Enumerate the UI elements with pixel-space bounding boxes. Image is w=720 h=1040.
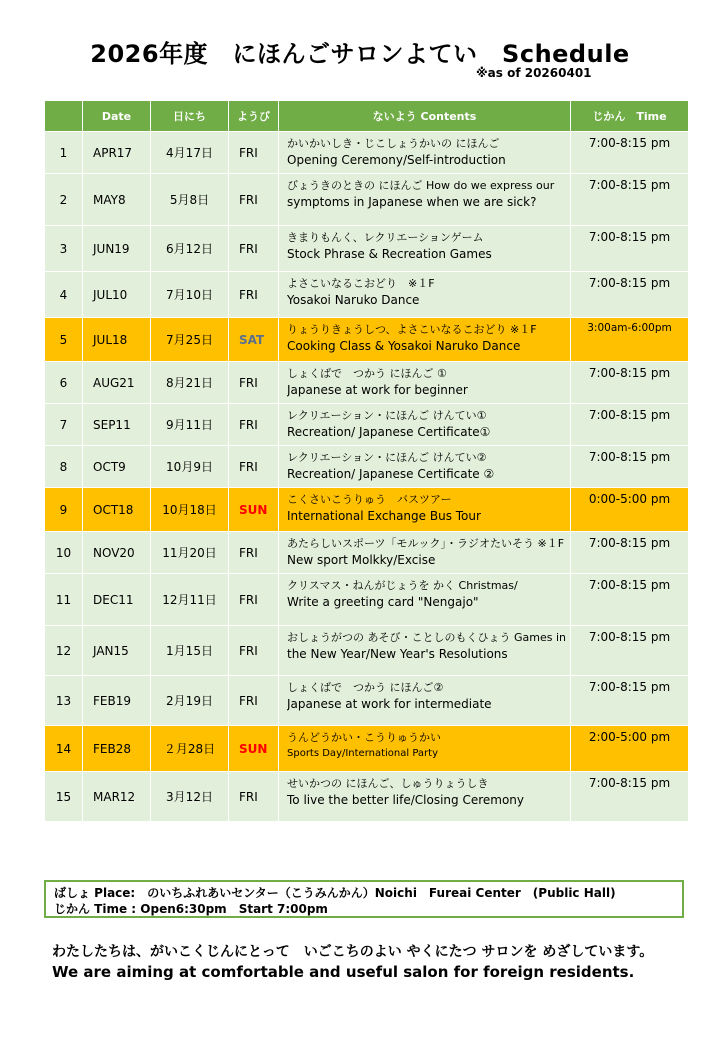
row-jp-date: ２月28日 [151, 726, 229, 772]
content-en: Stock Phrase & Recreation Games [287, 247, 492, 261]
content-jp: レクリエーション・にほんご けんてい① [287, 409, 487, 422]
row-date: OCT9 [83, 446, 151, 488]
content-jp: びょうきのときの にほんご How do we express our [287, 179, 555, 192]
content-en: Recreation/ Japanese Certificate ② [287, 467, 495, 481]
row-weekday: FRI [229, 772, 279, 822]
row-date: JUL18 [83, 318, 151, 362]
row-jp-date: 11月20日 [151, 532, 229, 574]
content-jp: クリスマス・ねんがじょうを かく Christmas/ [287, 579, 518, 592]
row-weekday [229, 318, 279, 362]
content-en: International Exchange Bus Tour [287, 509, 481, 523]
table-row [45, 676, 689, 726]
table-row [45, 362, 689, 404]
row-date: FEB19 [83, 676, 151, 726]
row-content [279, 626, 571, 676]
row-content [279, 132, 571, 174]
row-jp-date: 6月12日 [151, 226, 229, 272]
content-jp: りょうりきょうしつ、よさこいなるこおどり ※１F [287, 323, 537, 336]
row-weekday: FRI [229, 362, 279, 404]
row-number: 11 [45, 574, 83, 626]
row-date: JAN15 [83, 626, 151, 676]
row-weekday: FRI [229, 626, 279, 676]
row-content [279, 488, 571, 532]
table-row-highlight [45, 726, 689, 772]
row-time: 7:00-8:15 pm [571, 626, 689, 676]
row-date: AUG21 [83, 362, 151, 404]
table-row [45, 226, 689, 272]
as-of-date: ※as of 20260401 [476, 66, 592, 80]
content-jp: おしょうがつの あそび・ことしのもくひょう Games in [287, 631, 566, 644]
row-time: 7:00-8:15 pm [571, 446, 689, 488]
table-row [45, 132, 689, 174]
row-jp-date: 5月8日 [151, 174, 229, 226]
slogan-en: We are aiming at comfortable and useful salon for foreign residents. [52, 963, 635, 981]
content-en: Japanese at work for intermediate [287, 697, 492, 711]
row-time: 7:00-8:15 pm [571, 772, 689, 822]
row-number: 15 [45, 772, 83, 822]
row-number: 3 [45, 226, 83, 272]
row-number: 1 [45, 132, 83, 174]
row-date: NOV20 [83, 532, 151, 574]
row-content [279, 574, 571, 626]
row-content [279, 446, 571, 488]
row-time: 3:00am-6:00pm [571, 318, 689, 362]
content-en: Japanese at work for beginner [287, 383, 468, 397]
row-time: 7:00-8:15 pm [571, 226, 689, 272]
row-number: 5 [45, 318, 83, 362]
content-jp: きまりもんく、レクリエーションゲーム [287, 231, 484, 244]
row-jp-date: 7月10日 [151, 272, 229, 318]
table-row [45, 272, 689, 318]
row-date: DEC11 [83, 574, 151, 626]
table-row [45, 626, 689, 676]
row-date: OCT18 [83, 488, 151, 532]
row-content [279, 362, 571, 404]
row-time: 7:00-8:15 pm [571, 362, 689, 404]
slogan [52, 942, 653, 982]
table-header-row [45, 101, 689, 132]
row-time: 7:00-8:15 pm [571, 132, 689, 174]
content-jp: あたらしいスポーツ「モルック」・ラジオたいそう ※１F [287, 537, 565, 550]
content-en: New sport Molkky/Excise [287, 553, 436, 567]
row-jp-date: 3月12日 [151, 772, 229, 822]
content-jp: うんどうかい・こうりゅうかい [287, 731, 441, 744]
row-number: 9 [45, 488, 83, 532]
content-en: Recreation/ Japanese Certificate① [287, 425, 491, 439]
row-jp-date: 4月17日 [151, 132, 229, 174]
header-jp-date: 日にち [151, 101, 229, 132]
table-row-highlight [45, 318, 689, 362]
row-weekday [229, 726, 279, 772]
page-title: 2026年度 にほんごサロンよてい Schedule [90, 40, 630, 68]
table-row [45, 404, 689, 446]
content-jp: しょくばで つかう にほんご ① [287, 367, 447, 380]
row-date: FEB28 [83, 726, 151, 772]
venue-place: ばしょ Place: のいちふれあいセンター（こうみんかん）Noichi Fureai Center (Public Hall) [54, 886, 616, 900]
row-content [279, 726, 571, 772]
row-weekday: FRI [229, 132, 279, 174]
row-content [279, 772, 571, 822]
table-row [45, 772, 689, 822]
row-date: SEP11 [83, 404, 151, 446]
row-time: 7:00-8:15 pm [571, 574, 689, 626]
row-jp-date: 10月18日 [151, 488, 229, 532]
row-content [279, 318, 571, 362]
content-en: Opening Ceremony/Self-introduction [287, 153, 506, 167]
table-row-highlight [45, 488, 689, 532]
row-content [279, 532, 571, 574]
sunday-label: SUN [239, 502, 268, 517]
row-time: 0:00-5:00 pm [571, 488, 689, 532]
row-weekday [229, 488, 279, 532]
content-en: Yosakoi Naruko Dance [287, 293, 420, 307]
content-jp: よさこいなるこおどり ※１F [287, 277, 435, 290]
header-time: じかん Time [571, 101, 689, 132]
content-jp: かいかいしき・じこしょうかいの にほんご [287, 137, 500, 150]
row-date: MAY8 [83, 174, 151, 226]
header-contents: ないよう Contents [279, 101, 571, 132]
row-weekday: FRI [229, 174, 279, 226]
row-time: 2:00-5:00 pm [571, 726, 689, 772]
row-number: 4 [45, 272, 83, 318]
content-jp: レクリエーション・にほんご けんてい② [287, 451, 487, 464]
content-jp: せいかつの にほんご、しゅうりょうしき [287, 777, 489, 790]
row-content [279, 272, 571, 318]
row-jp-date: 10月9日 [151, 446, 229, 488]
content-en: symptoms in Japanese when we are sick? [287, 195, 537, 209]
row-time: 7:00-8:15 pm [571, 532, 689, 574]
row-jp-date: 12月11日 [151, 574, 229, 626]
row-weekday: FRI [229, 404, 279, 446]
slogan-jp: わたしたちは、がいこくじんにとって いごこちのよい やくにたつ サロンを めざしています。 [52, 944, 654, 960]
row-number: 14 [45, 726, 83, 772]
saturday-label: SAT [239, 332, 265, 347]
content-jp: こくさいこうりゅう バスツアー [287, 493, 452, 506]
content-jp: しょくばで つかう にほんご② [287, 681, 444, 694]
row-date: JUN19 [83, 226, 151, 272]
content-en: Write a greeting card "Nengajo" [287, 595, 479, 609]
table-row [45, 574, 689, 626]
row-time: 7:00-8:15 pm [571, 174, 689, 226]
venue-info-box [44, 880, 684, 918]
row-number: 2 [45, 174, 83, 226]
row-number: 6 [45, 362, 83, 404]
row-jp-date: 1月15日 [151, 626, 229, 676]
table-row [45, 446, 689, 488]
row-jp-date: 7月25日 [151, 318, 229, 362]
header-date: Date [83, 101, 151, 132]
content-en: the New Year/New Year's Resolutions [287, 647, 508, 661]
row-jp-date: 2月19日 [151, 676, 229, 726]
row-content [279, 226, 571, 272]
row-content [279, 404, 571, 446]
row-weekday: FRI [229, 272, 279, 318]
row-jp-date: 8月21日 [151, 362, 229, 404]
row-date: MAR12 [83, 772, 151, 822]
row-jp-date: 9月11日 [151, 404, 229, 446]
row-number: 8 [45, 446, 83, 488]
venue-time: じかん Time : Open6:30pm Start 7:00pm [54, 902, 328, 916]
row-content [279, 676, 571, 726]
table-row [45, 174, 689, 226]
header-weekday: ようび [229, 101, 279, 132]
row-weekday: FRI [229, 226, 279, 272]
row-number: 12 [45, 626, 83, 676]
row-date: JUL10 [83, 272, 151, 318]
row-number: 13 [45, 676, 83, 726]
row-number: 7 [45, 404, 83, 446]
content-en: To live the better life/Closing Ceremony [287, 793, 525, 807]
schedule-table [44, 100, 689, 822]
row-date: APR17 [83, 132, 151, 174]
row-weekday: FRI [229, 676, 279, 726]
table-row [45, 532, 689, 574]
content-en: Sports Day/International Party [287, 748, 439, 759]
row-weekday: FRI [229, 532, 279, 574]
row-content [279, 174, 571, 226]
row-weekday: FRI [229, 574, 279, 626]
content-en: Cooking Class & Yosakoi Naruko Dance [287, 339, 521, 353]
header-no [45, 101, 83, 132]
row-time: 7:00-8:15 pm [571, 404, 689, 446]
row-time: 7:00-8:15 pm [571, 272, 689, 318]
row-weekday: FRI [229, 446, 279, 488]
sunday-label: SUN [239, 741, 268, 756]
row-time: 7:00-8:15 pm [571, 676, 689, 726]
row-number: 10 [45, 532, 83, 574]
